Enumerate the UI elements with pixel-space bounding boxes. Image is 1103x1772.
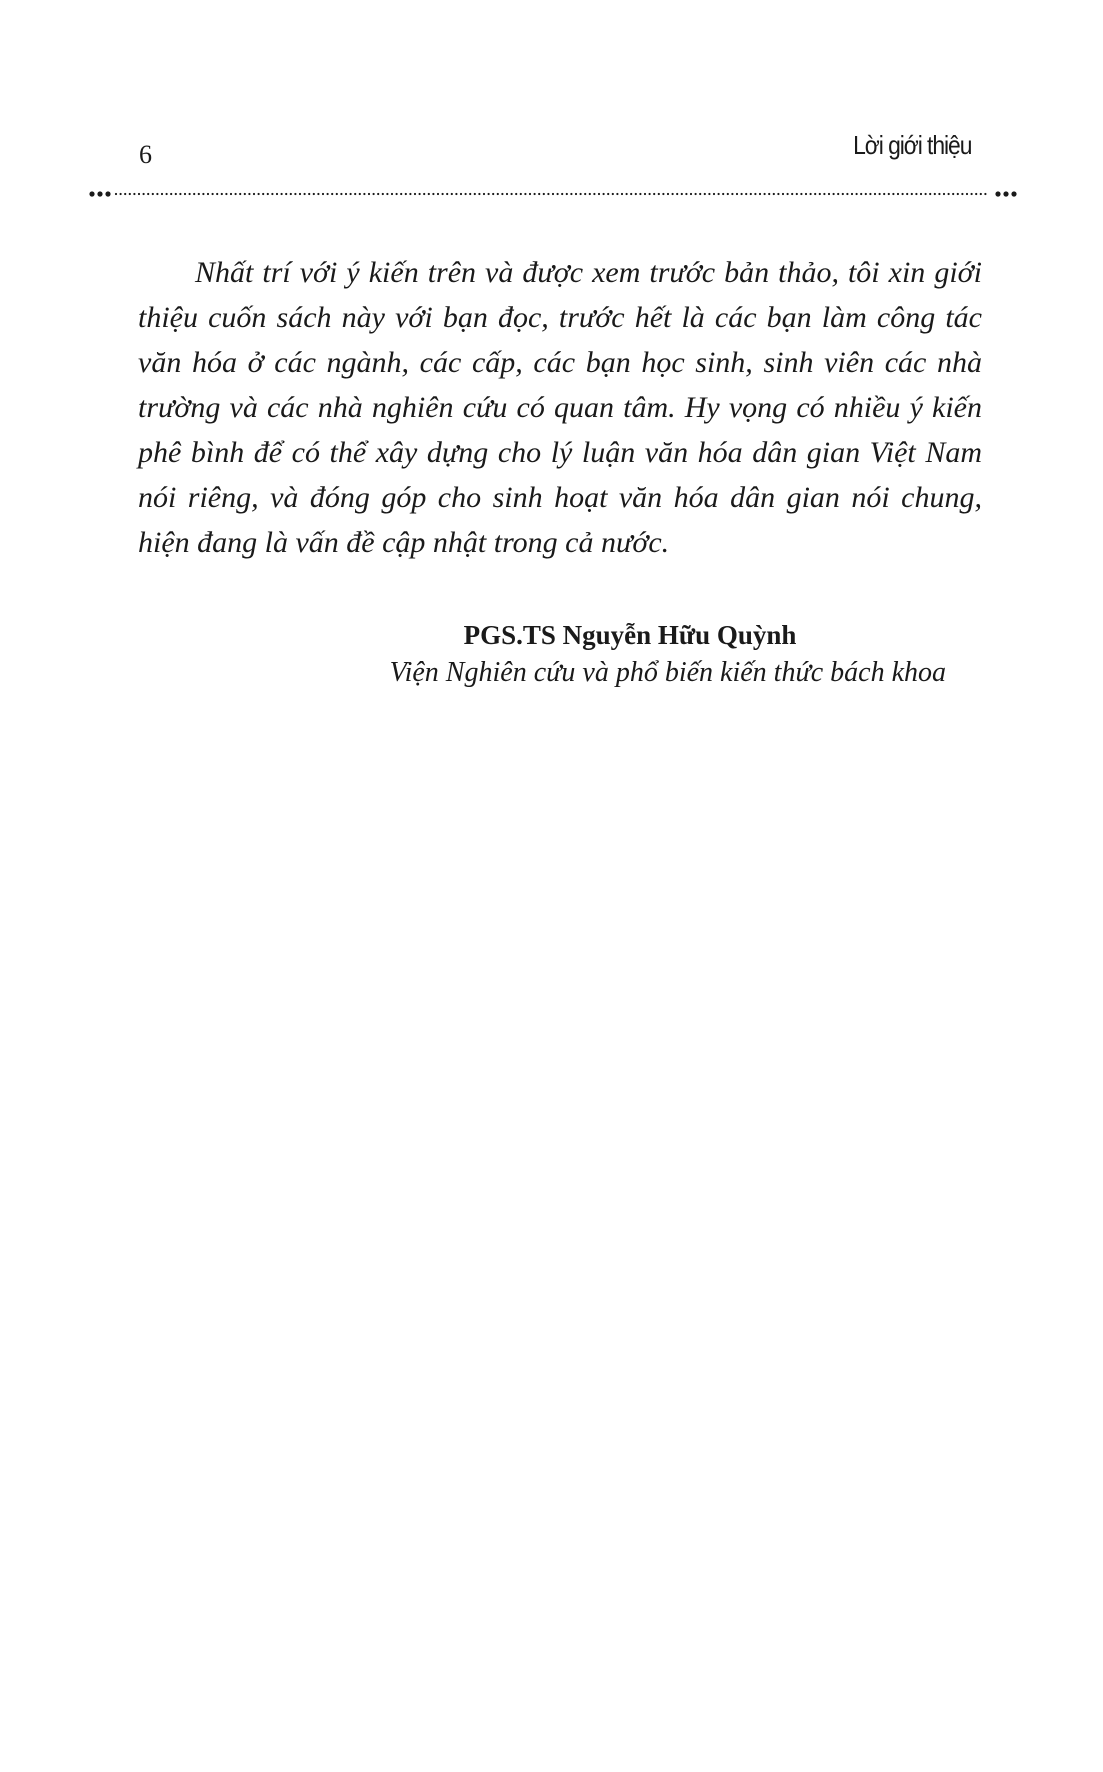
author-name: PGS.TS Nguyễn Hữu Quỳnh bbox=[463, 620, 797, 650]
running-title: Lời giới thiệu bbox=[852, 130, 971, 160]
author-affiliation: Viện Nghiên cứu và phổ biến kiến thức bách khoa bbox=[389, 657, 946, 688]
body-paragraph: Nhất trí với ý kiến trên và được xem trước bản thảo, tôi xin giới thiệu cuốn sách này với bạn đọc, trước hết là các bạn làm công tác văn hóa ở các ngành, các cấp, các bạn học sinh, sinh viên các nhà trường và các nhà nghiên cứu có quan tâm. Hy vọng có nhiều ý kiến phê bình để có thể xây dựng cho lý luận văn hóa dân gian Việt Nam nói riêng, và đóng góp cho sinh hoạt văn hóa dân gian nói chung, hiện đang là vấn đề cập nhật trong cả nước. bbox=[138, 256, 982, 559]
dotted-header-rule bbox=[88, 190, 1018, 198]
page-number: 6 bbox=[139, 140, 152, 169]
signature-block bbox=[300, 617, 950, 693]
